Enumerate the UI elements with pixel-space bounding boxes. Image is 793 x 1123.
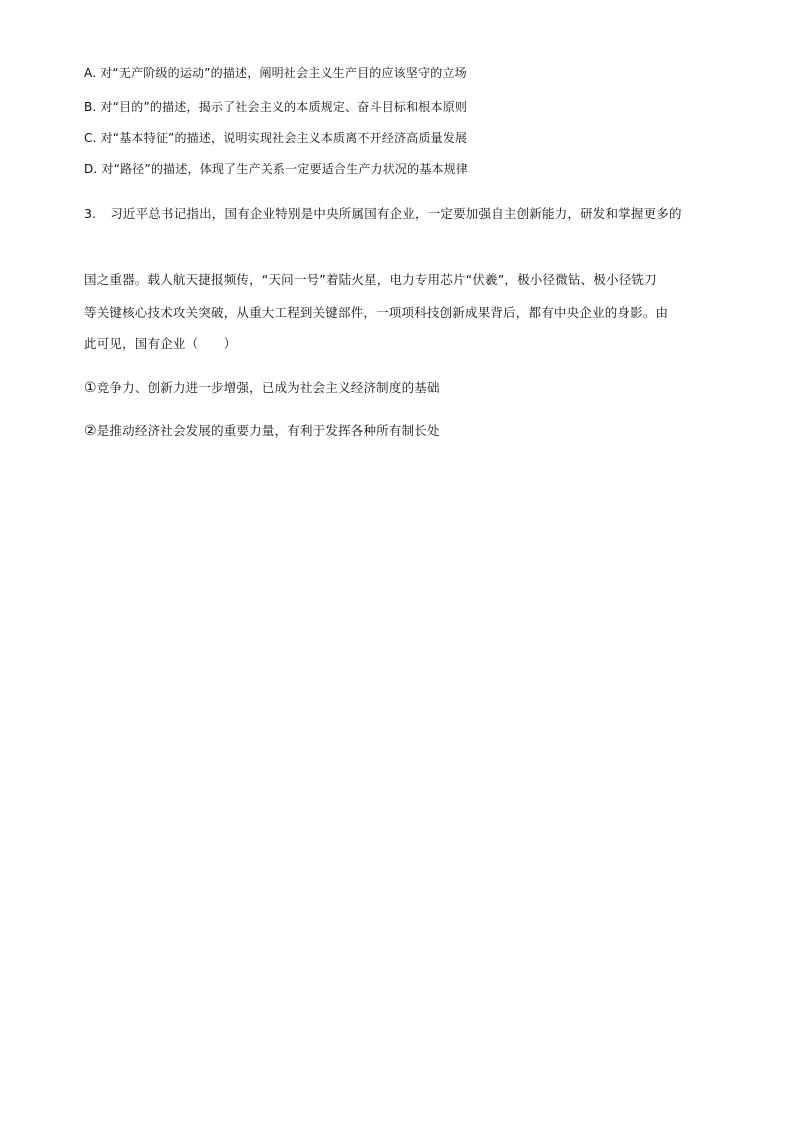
choice-1 — [84, 380, 440, 396]
option-a — [84, 65, 467, 81]
option-b-label: B. — [84, 100, 97, 114]
option-c — [84, 130, 467, 146]
question-3-stem-line-1 — [84, 206, 682, 222]
question-3-stem-text-1: 习近平总书记指出，国有企业特别是中央所属国有企业，一定要加强自主创新能力，研发和掌握更多的 — [110, 206, 682, 221]
option-c-text: 对“基本特征”的描述，说明实现社会主义本质离不开经济高质量发展 — [100, 131, 468, 145]
question-3-stem-line-4 — [84, 336, 236, 352]
option-a-label: A. — [84, 66, 97, 80]
choice-2-mark: ② — [84, 423, 97, 439]
option-b-text: 对“目的”的描述，揭示了社会主义的本质规定、奋斗目标和根本原则 — [100, 100, 468, 114]
question-3-stem-text-2: 国之重器。载人航天捷报频传，“天问一号”着陆火星，电力专用芯片“伏羲”，极小径微钻、极小径铣刀 — [84, 272, 657, 287]
option-d-text: 对“路径”的描述，体现了生产关系一定要适合生产力状况的基本规律 — [101, 162, 469, 176]
question-3-stem-text-3: 等关键核心技术攻关突破，从重大工程到关键部件，一项项科技创新成果背后，都有中央企业的身影。由 — [84, 305, 669, 320]
choice-1-mark: ① — [84, 380, 97, 396]
question-3-stem-line-2 — [84, 272, 657, 288]
option-d — [84, 161, 468, 177]
option-a-text: 对“无产阶级的运动”的描述，阐明社会主义生产目的应该坚守的立场 — [100, 66, 467, 80]
question-3-stem-text-4: 此可见，国有企业（ ） — [84, 336, 237, 351]
question-3-number: 3. — [84, 206, 97, 221]
question-3-stem-line-3 — [84, 305, 668, 321]
option-d-label: D. — [84, 162, 98, 176]
choice-1-text: 竞争力、创新力进一步增强，已成为社会主义经济制度的基础 — [96, 380, 440, 395]
choice-2 — [84, 423, 440, 439]
option-c-label: C. — [84, 131, 97, 145]
choice-2-text: 是推动经济社会发展的重要力量，有利于发挥各种所有制长处 — [96, 423, 440, 438]
option-b — [84, 99, 467, 115]
